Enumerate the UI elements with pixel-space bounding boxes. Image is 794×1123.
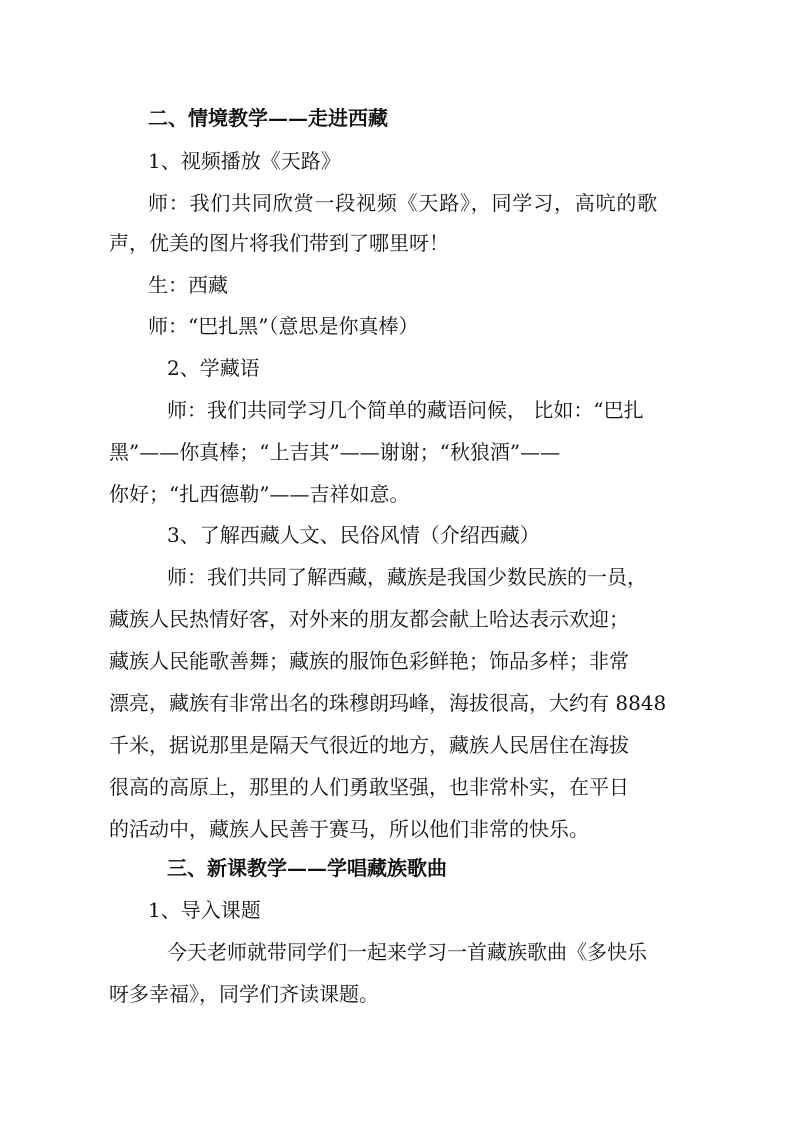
list-item-heading: 2、学藏语 (167, 356, 260, 380)
paragraph-line: 你好；“扎西德勒”——吉祥如意。 (109, 482, 410, 506)
list-item-heading: 1、导入课题 (148, 898, 261, 922)
list-item-heading: 1、视频播放《天路》 (148, 149, 341, 173)
paragraph-line: 很高的高原上，那里的人们勇敢坚强，也非常朴实，在平日 (109, 775, 629, 799)
section-heading: 三、新课教学——学唱藏族歌曲 (167, 856, 447, 880)
list-item-heading: 3、了解西藏人文、民俗风情（介绍西藏） (167, 523, 540, 547)
paragraph-line: 今天老师就带同学们一起来学习一首藏族歌曲《多快乐 (167, 940, 647, 964)
paragraph-line: 黑”——你真棒；“上吉其”——谢谢；“秋狼酒”—— (109, 440, 561, 464)
paragraph-line: 的活动中，藏族人民善于赛马，所以他们非常的快乐。 (109, 817, 589, 841)
paragraph-line: 生：西藏 (148, 273, 228, 297)
paragraph-line: 师：我们共同了解西藏，藏族是我国少数民族的一员， (167, 565, 647, 589)
paragraph-line: 声，优美的图片将我们带到了哪里呀！ (109, 231, 449, 255)
paragraph-line: 千米，据说那里是隔天气很近的地方，藏族人民居住在海拔 (109, 733, 629, 757)
paragraph-line: 呀多幸福》，同学们齐读课题。 (109, 982, 379, 1006)
paragraph-line: 师：我们共同学习几个简单的藏语问候， 比如：“巴扎 (167, 398, 644, 422)
paragraph-line: 漂亮，藏族有非常出名的珠穆朗玛峰，海拔很高，大约有 8848 (109, 691, 667, 715)
paragraph-line: 师：“巴扎黑”（意思是你真棒） (148, 314, 419, 338)
paragraph-line: 师：我们共同欣赏一段视频《天路》，同学习，高吭的歌 (148, 191, 658, 215)
paragraph-line: 藏族人民热情好客，对外来的朋友都会献上哈达表示欢迎； (109, 607, 629, 631)
section-heading: 二、情境教学——走进西藏 (148, 106, 388, 130)
paragraph-line: 藏族人民能歌善舞；藏族的服饰色彩鲜艳；饰品多样；非常 (109, 649, 629, 673)
